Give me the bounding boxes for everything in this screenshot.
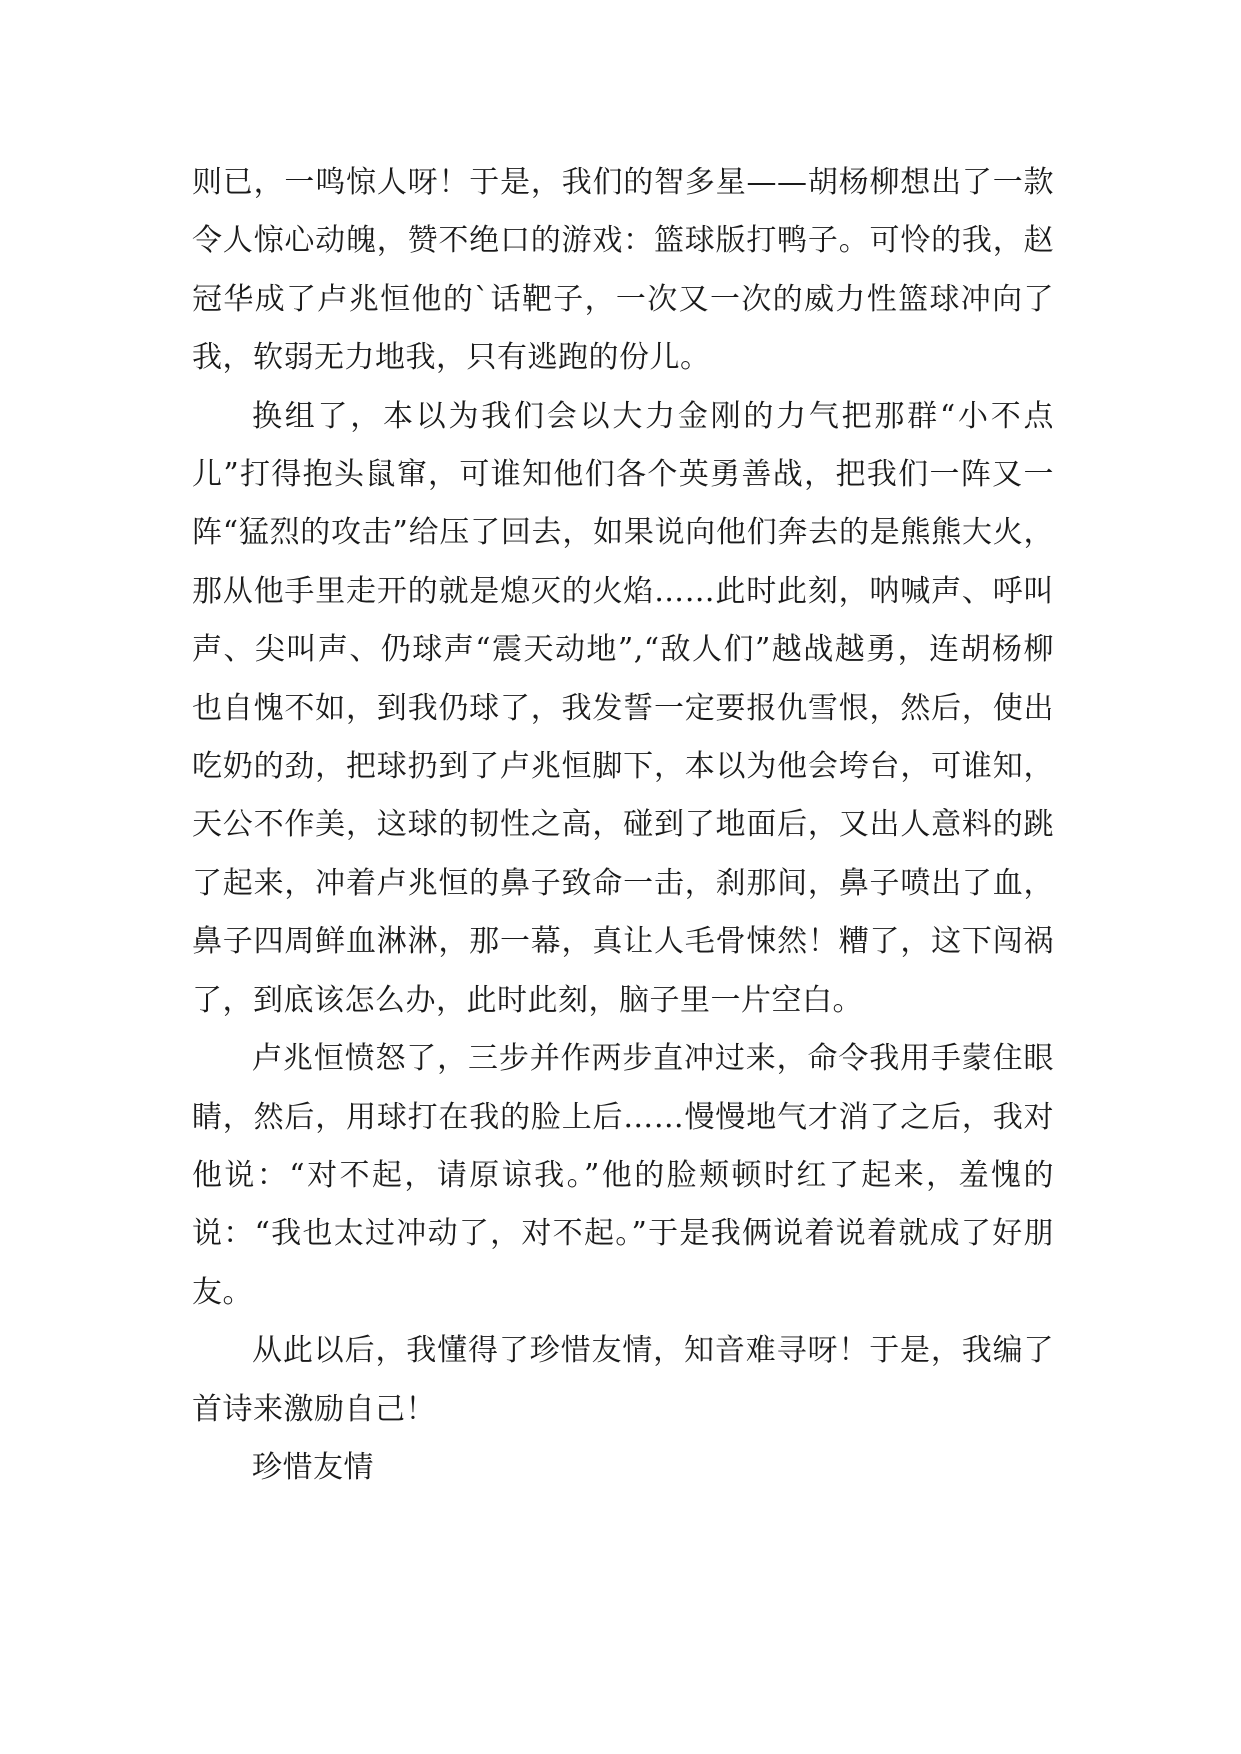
paragraph-2: 换组了，本以为我们会以大力金刚的力气把那群“小不点儿”打得抱头鼠窜，可谁知他们各个英勇善战，把我们一阵又一阵“猛烈的攻击”给压了回去，如果说向他们奔去的是熊熊大火，那从他手里走开的就是熄灭的火焰……此时此刻，呐喊声、呼叫声、尖叫声、仍球声“震天动地”,“敌人们”越战越勇，连胡杨柳也自愧不如，到我仍球了，我发誓一定要报仇雪恨，然后，使出吃奶的劲，把球扔到了卢兆恒脚下，本以为他会垮台，可谁知，天公不作美，这球的韧性之高，碰到了地面后，又出人意料的跳了起来，冲着卢兆恒的鼻子致命一击，刹那间，鼻子喷出了血，鼻子四周鲜血淋淋，那一幕，真让人毛骨悚然！糟了，这下闯祸了，到底该怎么办，此时此刻，脑子里一片空白。 [192,398,1054,1018]
paragraph-4: 从此以后，我懂得了珍惜友情，知音难寻呀！于是，我编了首诗来激励自己！ [192,1333,1054,1427]
poem-title: 珍惜友情 [252,1449,374,1485]
document-body [192,154,1054,1497]
paragraph-3: 卢兆恒愤怒了，三步并作两步直冲过来，命令我用手蒙住眼睛，然后，用球打在我的脸上后……慢慢地气才消了之后，我对他说：“对不起，请原谅我。”他的脸颊顿时红了起来，羞愧的说：“我也太过冲动了，对不起。”于是我俩说着说着就成了好朋友。 [192,1041,1054,1310]
paragraph-1: 则已，一鸣惊人呀！于是，我们的智多星——胡杨柳想出了一款令人惊心动魄，赞不绝口的游戏：篮球版打鸭子。可怜的我，赵冠华成了卢兆恒他的`话靶子，一次又一次的威力性篮球冲向了我，软弱无力地我，只有逃跑的份儿。 [192,165,1054,376]
